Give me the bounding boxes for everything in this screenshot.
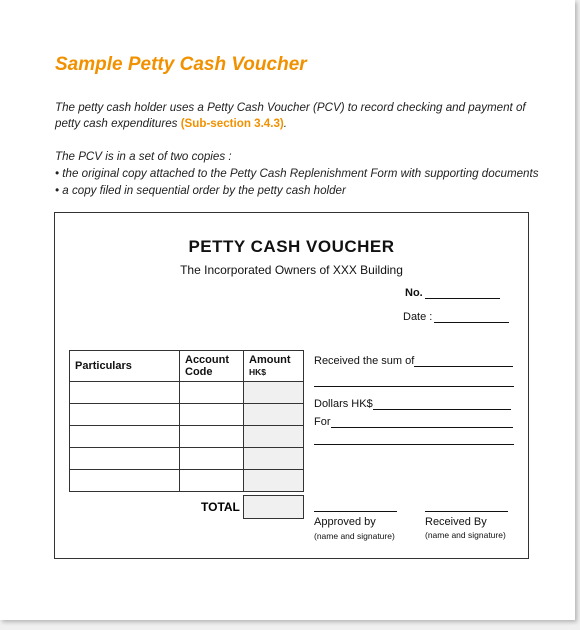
account-code-cell[interactable]	[180, 448, 244, 470]
amount-header: Amount HK$	[244, 351, 304, 382]
table-row	[70, 448, 304, 470]
voucher-number-label: No.	[405, 287, 423, 299]
voucher-subtitle: The Incorporated Owners of XXX Building	[180, 263, 403, 277]
table-row	[70, 470, 304, 492]
voucher-title: PETTY CASH VOUCHER	[188, 237, 395, 256]
voucher-date-field[interactable]	[403, 311, 509, 323]
voucher-form	[54, 212, 529, 559]
total-amount-box[interactable]	[243, 495, 304, 519]
approved-signature-line[interactable]	[314, 510, 397, 512]
particulars-cell[interactable]	[70, 426, 180, 448]
dollars-field[interactable]	[314, 398, 511, 410]
particulars-cell[interactable]	[70, 470, 180, 492]
particulars-cell[interactable]	[70, 404, 180, 426]
copies-section	[55, 148, 555, 199]
account-code-cell[interactable]	[180, 382, 244, 404]
table-header-row	[70, 351, 304, 382]
for-line[interactable]	[331, 417, 513, 428]
account-code-cell[interactable]	[180, 404, 244, 426]
received-sum-label: Received the sum of	[314, 355, 415, 367]
for-line-2[interactable]	[314, 443, 514, 445]
approved-by-sublabel: (name and signature)	[314, 531, 395, 541]
subsection-reference-link[interactable]: (Sub-section 3.4.3)	[180, 117, 284, 130]
voucher-number-line[interactable]	[425, 288, 500, 299]
received-by-sublabel: (name and signature)	[425, 530, 506, 540]
intro-text: The petty cash holder uses a Petty Cash Voucher (PCV) to record checking and payment of petty cash expenditures	[55, 101, 526, 130]
for-field[interactable]	[314, 416, 513, 428]
amount-cell[interactable]	[244, 448, 304, 470]
dollars-line[interactable]	[373, 399, 511, 410]
copies-lead: The PCV is in a set of two copies :	[55, 150, 232, 163]
amount-cell[interactable]	[244, 470, 304, 492]
voucher-date-label: Date :	[403, 311, 433, 323]
copies-bullet-original: • the original copy attached to the Petty Cash Replenishment Form with supporting documents	[55, 167, 539, 180]
voucher-number-field[interactable]	[405, 287, 500, 299]
received-sum-field[interactable]	[314, 355, 513, 367]
dollars-label: Dollars HK$	[314, 398, 373, 410]
account-code-cell[interactable]	[180, 426, 244, 448]
received-sum-line[interactable]	[414, 356, 513, 367]
amount-cell[interactable]	[244, 426, 304, 448]
for-label: For	[314, 416, 331, 428]
voucher-date-line[interactable]	[434, 312, 509, 323]
intro-end: .	[283, 117, 287, 130]
table-row	[70, 404, 304, 426]
amount-cell[interactable]	[244, 404, 304, 426]
particulars-cell[interactable]	[70, 448, 180, 470]
copies-bullet-filed: • a copy filed in sequential order by the petty cash holder	[55, 184, 346, 197]
received-by-label: Received By	[425, 516, 487, 528]
particulars-table	[69, 350, 304, 492]
account-code-header: Account Code	[180, 351, 244, 382]
approved-by-label: Approved by	[314, 516, 376, 528]
particulars-header: Particulars	[70, 351, 180, 382]
table-row	[70, 382, 304, 404]
total-label: TOTAL	[201, 500, 240, 514]
intro-paragraph	[55, 100, 545, 132]
received-signature-line[interactable]	[425, 510, 508, 512]
particulars-cell[interactable]	[70, 382, 180, 404]
account-code-cell[interactable]	[180, 470, 244, 492]
table-row	[70, 426, 304, 448]
page-title: Sample Petty Cash Voucher	[55, 54, 307, 75]
amount-cell[interactable]	[244, 382, 304, 404]
received-sum-line-2[interactable]	[314, 385, 514, 387]
